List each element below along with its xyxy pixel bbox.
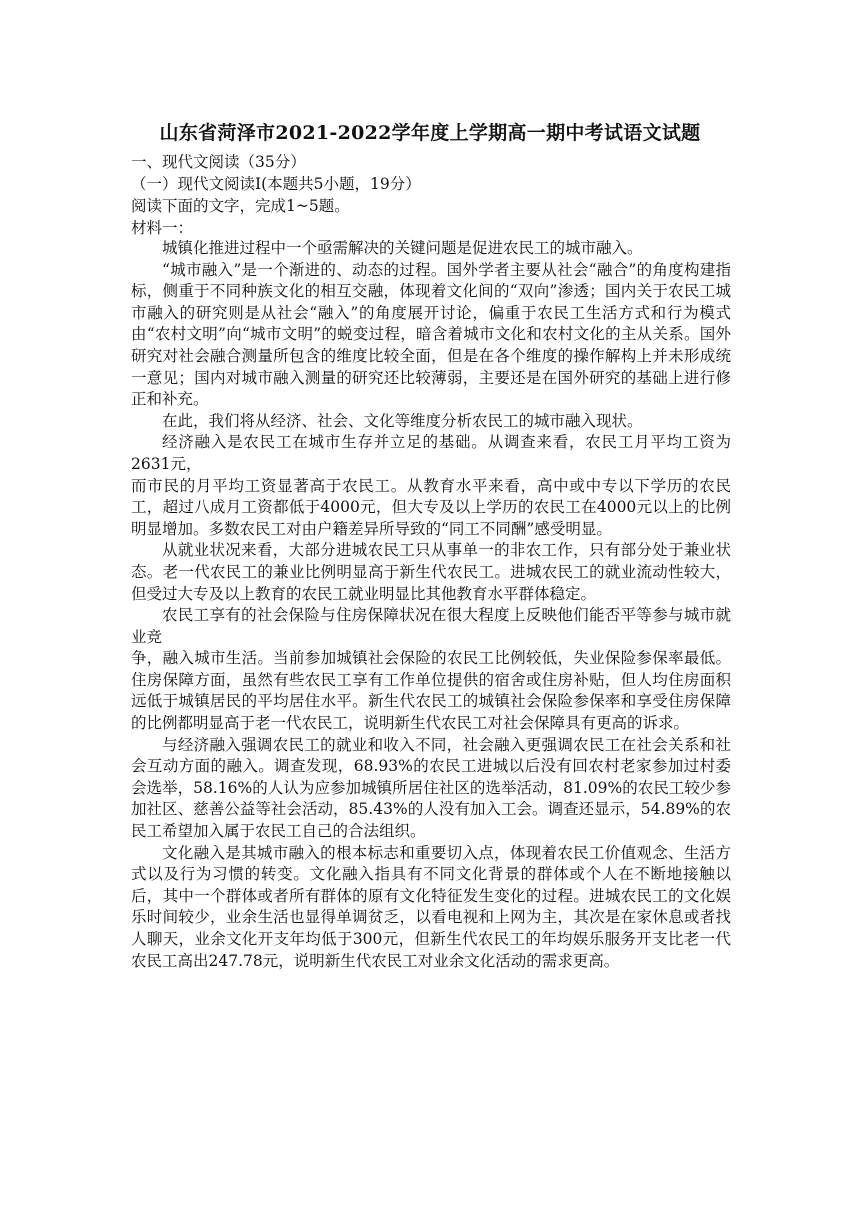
passage-body [131,238,731,972]
paragraph: 与经济融入强调农民工的就业和收入不同，社会融入更强调农民工在社会关系和社会互动方面的融入。调查发现，68.93%的农民工进城以后没有回农村老家参加过村委会选举，58.16%的人认为应参加城镇所居住社区的选举活动，81.09%的农民工较少参加社区、慈善公益等社会活动，85.43%的人没有加入工会。调查还显示，54.89%的农民工希望加入属于农民工自己的合法组织。 [131,735,731,841]
reading-instruction: 阅读下面的文字，完成1~5题。 [131,197,350,215]
paragraph: 经济融入是农民工在城市生存并立足的基础。从调查来看，农民工月平均工资为2631元， [131,433,731,473]
section-heading: 一、现代文阅读（35分） [131,153,306,171]
material-label: 材料一： [131,219,194,237]
paragraph: 文化融入是其城市融入的根本标志和重要切入点，体现着农民工价值观念、生活方式以及行为习惯的转变。文化融入指具有不同文化背景的群体或个人在不断地接触以后，其中一个群体或者所有群体的原有文化特征发生变化的过程。进城农民工的文化娱乐时间较少，业余生活也显得单调贫乏，以看电视和上网为主，其次是在家休息或者找人聊天，业余文化开支年均低于300元，但新生代农民工的年均娱乐服务开支比老一代农民工高出247.78元，说明新生代农民工对业余文化活动的需求更高。 [131,843,731,970]
paragraph: 争，融入城市生活。当前参加城镇社会保险的农民工比例较低，失业保险参保率最低。住房保障方面，虽然有些农民工享有工作单位提供的宿舍或住房补贴，但人均住房面积远低于城镇居民的平均居住水平。新生代农民工的城镇社会保险参保率和享受住房保障的比例都明显高于老一代农民工，说明新生代农民工对社会保障具有更高的诉求。 [131,649,731,733]
paragraph: 从就业状况来看，大部分进城农民工只从事单一的非农工作，只有部分处于兼业状态。老一代农民工的兼业比例明显高于新生代农民工。进城农民工的就业流动性较大，但受过大专及以上教育的农民工就业明显比其他教育水平群体稳定。 [131,541,731,603]
paragraph: 城镇化推进过程中一个亟需解决的关键问题是促进农民工的城市融入。 [162,239,643,257]
paragraph: 在此，我们将从经济、社会、文化等维度分析农民工的城市融入现状。 [162,411,643,430]
subsection-heading: （一）现代文阅读Ⅰ(本题共5小题，19分） [131,175,421,193]
paragraph: 农民工享有的社会保险与住房保障状况在很大程度上反映他们能否平等参与城市就业竞 [131,606,731,646]
paragraph: 而市民的月平均工资显著高于农民工。从教育水平来看，高中或中专以下学历的农民工，超过八成月工资都低于4000元，但大专及以上学历的农民工在4000元以上的比例明显增加。多数农民工对由户籍差异所导致的“同工不同酬”感受明显。 [131,476,731,538]
paragraph: “城市融入”是一个渐进的、动态的过程。国外学者主要从社会“融合”的角度构建指标，侧重于不同种族文化的相互交融，体现着文化间的“双向”渗透；国内关于农民工城市融入的研究则是从社会“融入”的角度展开讨论，偏重于农民工生活方式和行为模式由“农村文明”向“城市文明”的蜕变过程，暗含着城市文化和农村文化的主从关系。国外研究对社会融合测量所包含的维度比较全面，但是在各个维度的操作解构上并未形成统一意见；国内对城市融入测量的研究还比较薄弱，主要还是在国外研究的基础上进行修正和补充。 [131,260,731,409]
exam-title: 山东省菏泽市2021-2022学年度上学期高一期中考试语文试题 [159,122,701,144]
